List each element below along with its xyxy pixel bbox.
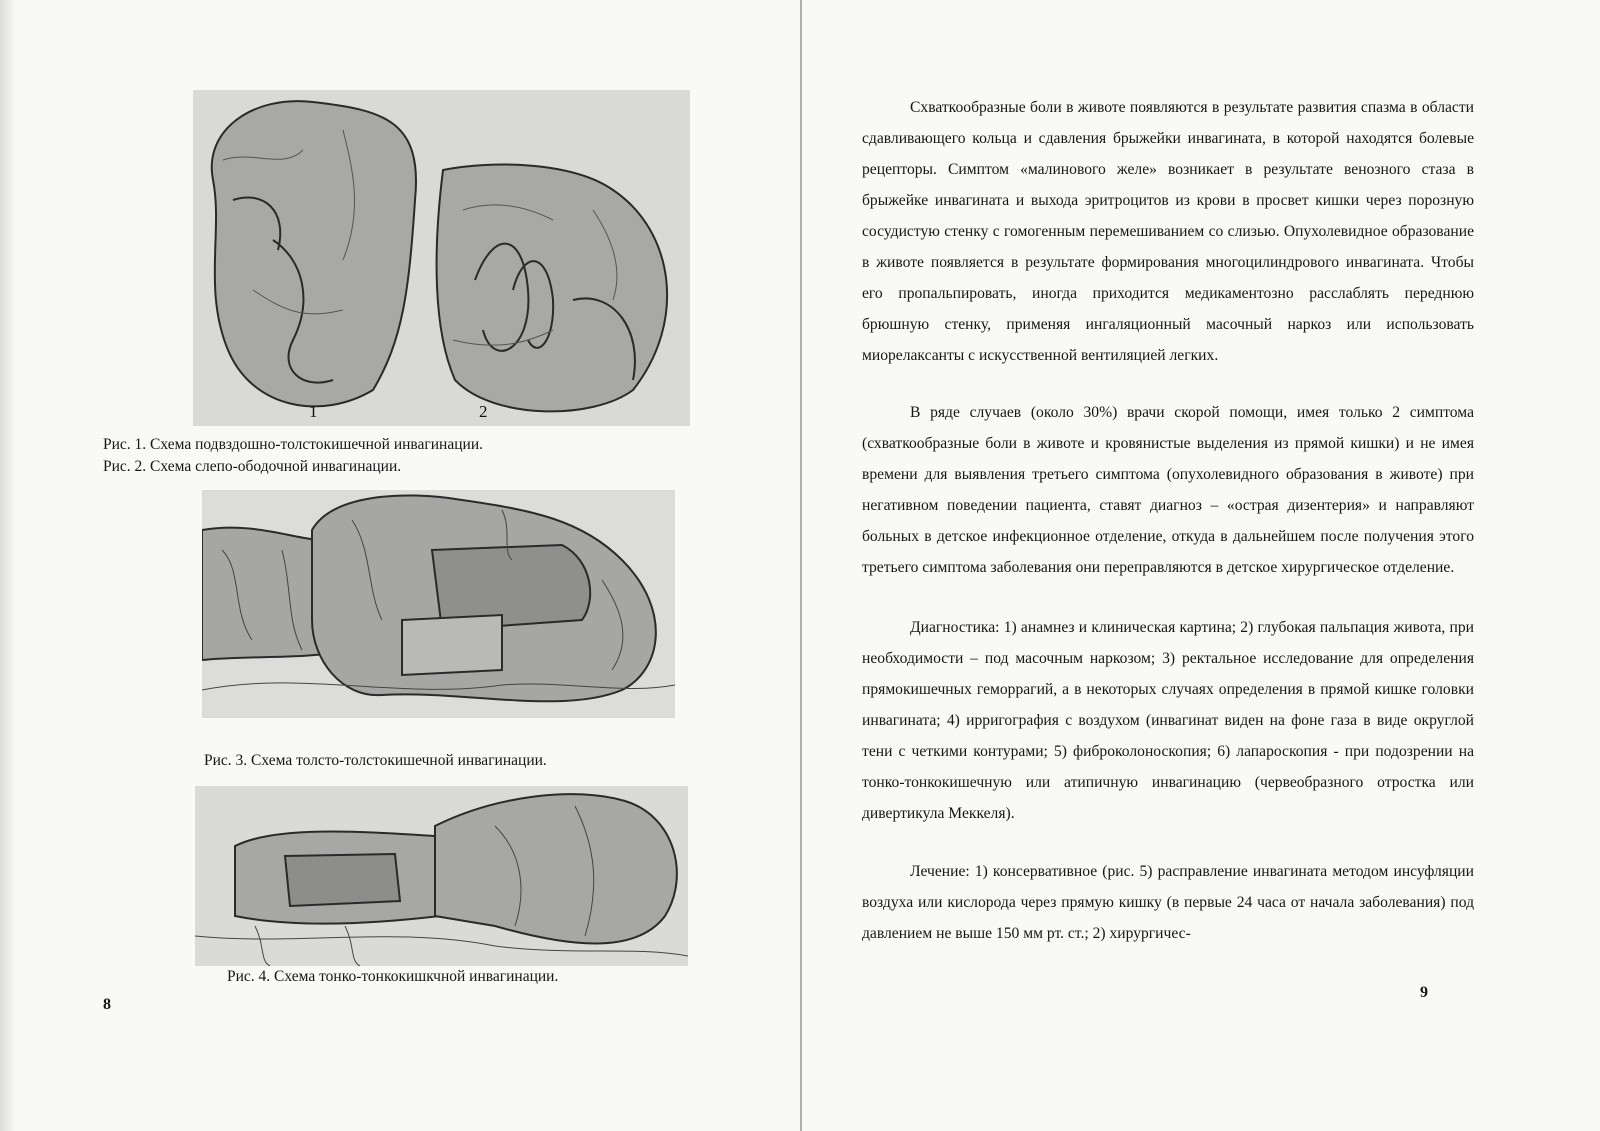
caption-figure-2: Рис. 2. Схема слепо-ободочной инвагинации. [103,458,402,475]
caption-figure-3: Рис. 3. Схема толсто-толстокишечной инвагинации. [204,752,547,769]
page-number-right: 9 [1420,984,1428,1001]
page-number-left: 8 [103,996,111,1013]
paragraph-misdiagnosis: В ряде случаев (около 30%) врачи скорой помощи, имея только 2 симптома (схваткообразные боли в животе и кровянистые выделения из прямой кишки) и не имея времени для выявления третьего симптома (опухолевидного образования в животе) при негативном поведении пациента, ставят диагноз – «острая дизентерия» и направляют больных в детское инфекционное отделение, откуда в дальнейшем после получения этого третьего симптома заболевания они переправляются в детское хирургическое отделение. [862,404,1474,576]
figure-4-illustration [195,786,688,966]
caption-figure-4: Рис. 4. Схема тонко-тонкокишкчной инвагинации. [227,968,559,985]
figure-3-illustration [202,490,675,718]
caption-figure-1: Рис. 1. Схема подвздошно-толстокишечной инвагинации. [103,436,483,453]
figure-2-number: 2 [479,402,488,421]
paragraph-symptoms: Схваткообразные боли в животе появляются в результате развития спазма в области сдавливающего кольца и сдавления брыжейки инвагината, в которой находятся болевые рецепторы. Симптом «малинового желе» возникает в результате венозного стаза в брыжейке инвагината и выхода эритроцитов из крови в просвет кишки через порозную сосудистую стенку с гомогенным перемешиванием со слизью. Опухолевидное образование в животе появляется в результате формирования многоцилиндрового инвагината. Чтобы его пропальпировать, иногда приходится медикаментозно расслаблять переднюю брюшную стенку, применяя ингаляционный масочный наркоз или использовать миорелаксанты с искусственной вентиляцией легких. [862,99,1474,364]
intestine-drawing-3 [202,490,675,718]
intestine-drawing-4 [195,786,688,966]
intestine-drawing-1-2 [193,90,690,426]
paragraph-diagnostics: Диагностика: 1) анамнез и клиническая картина; 2) глубокая пальпация живота, при необходимости – под масочным наркозом; 3) ректальное исследование для определения прямокишечных геморрагий, а в некоторых случаях определения в прямой кишке головки инвагината; 4) ирригография с воздухом (инвагинат виден на фоне газа в виде округлой тени с четкими контурами; 5) фиброколоноскопия; 6) лапароскопия - при подозрении на тонко-тонкокишечную или атипичную инвагинацию (червеобразного отростка или дивертикула Меккеля). [862,619,1474,822]
figure-1-number: 1 [309,402,318,421]
paragraph-treatment: Лечение: 1) консервативное (рис. 5) расправление инвагината методом инсуфляции воздуха или кислорода через прямую кишку (в первые 24 часа от начала заболевания) под давлением не выше 150 мм рт. ст.; 2) хирургичес- [862,863,1474,942]
right-page [802,0,1600,1131]
page-edge-shadow [0,0,16,1131]
figure-1-2-illustration [193,90,690,426]
